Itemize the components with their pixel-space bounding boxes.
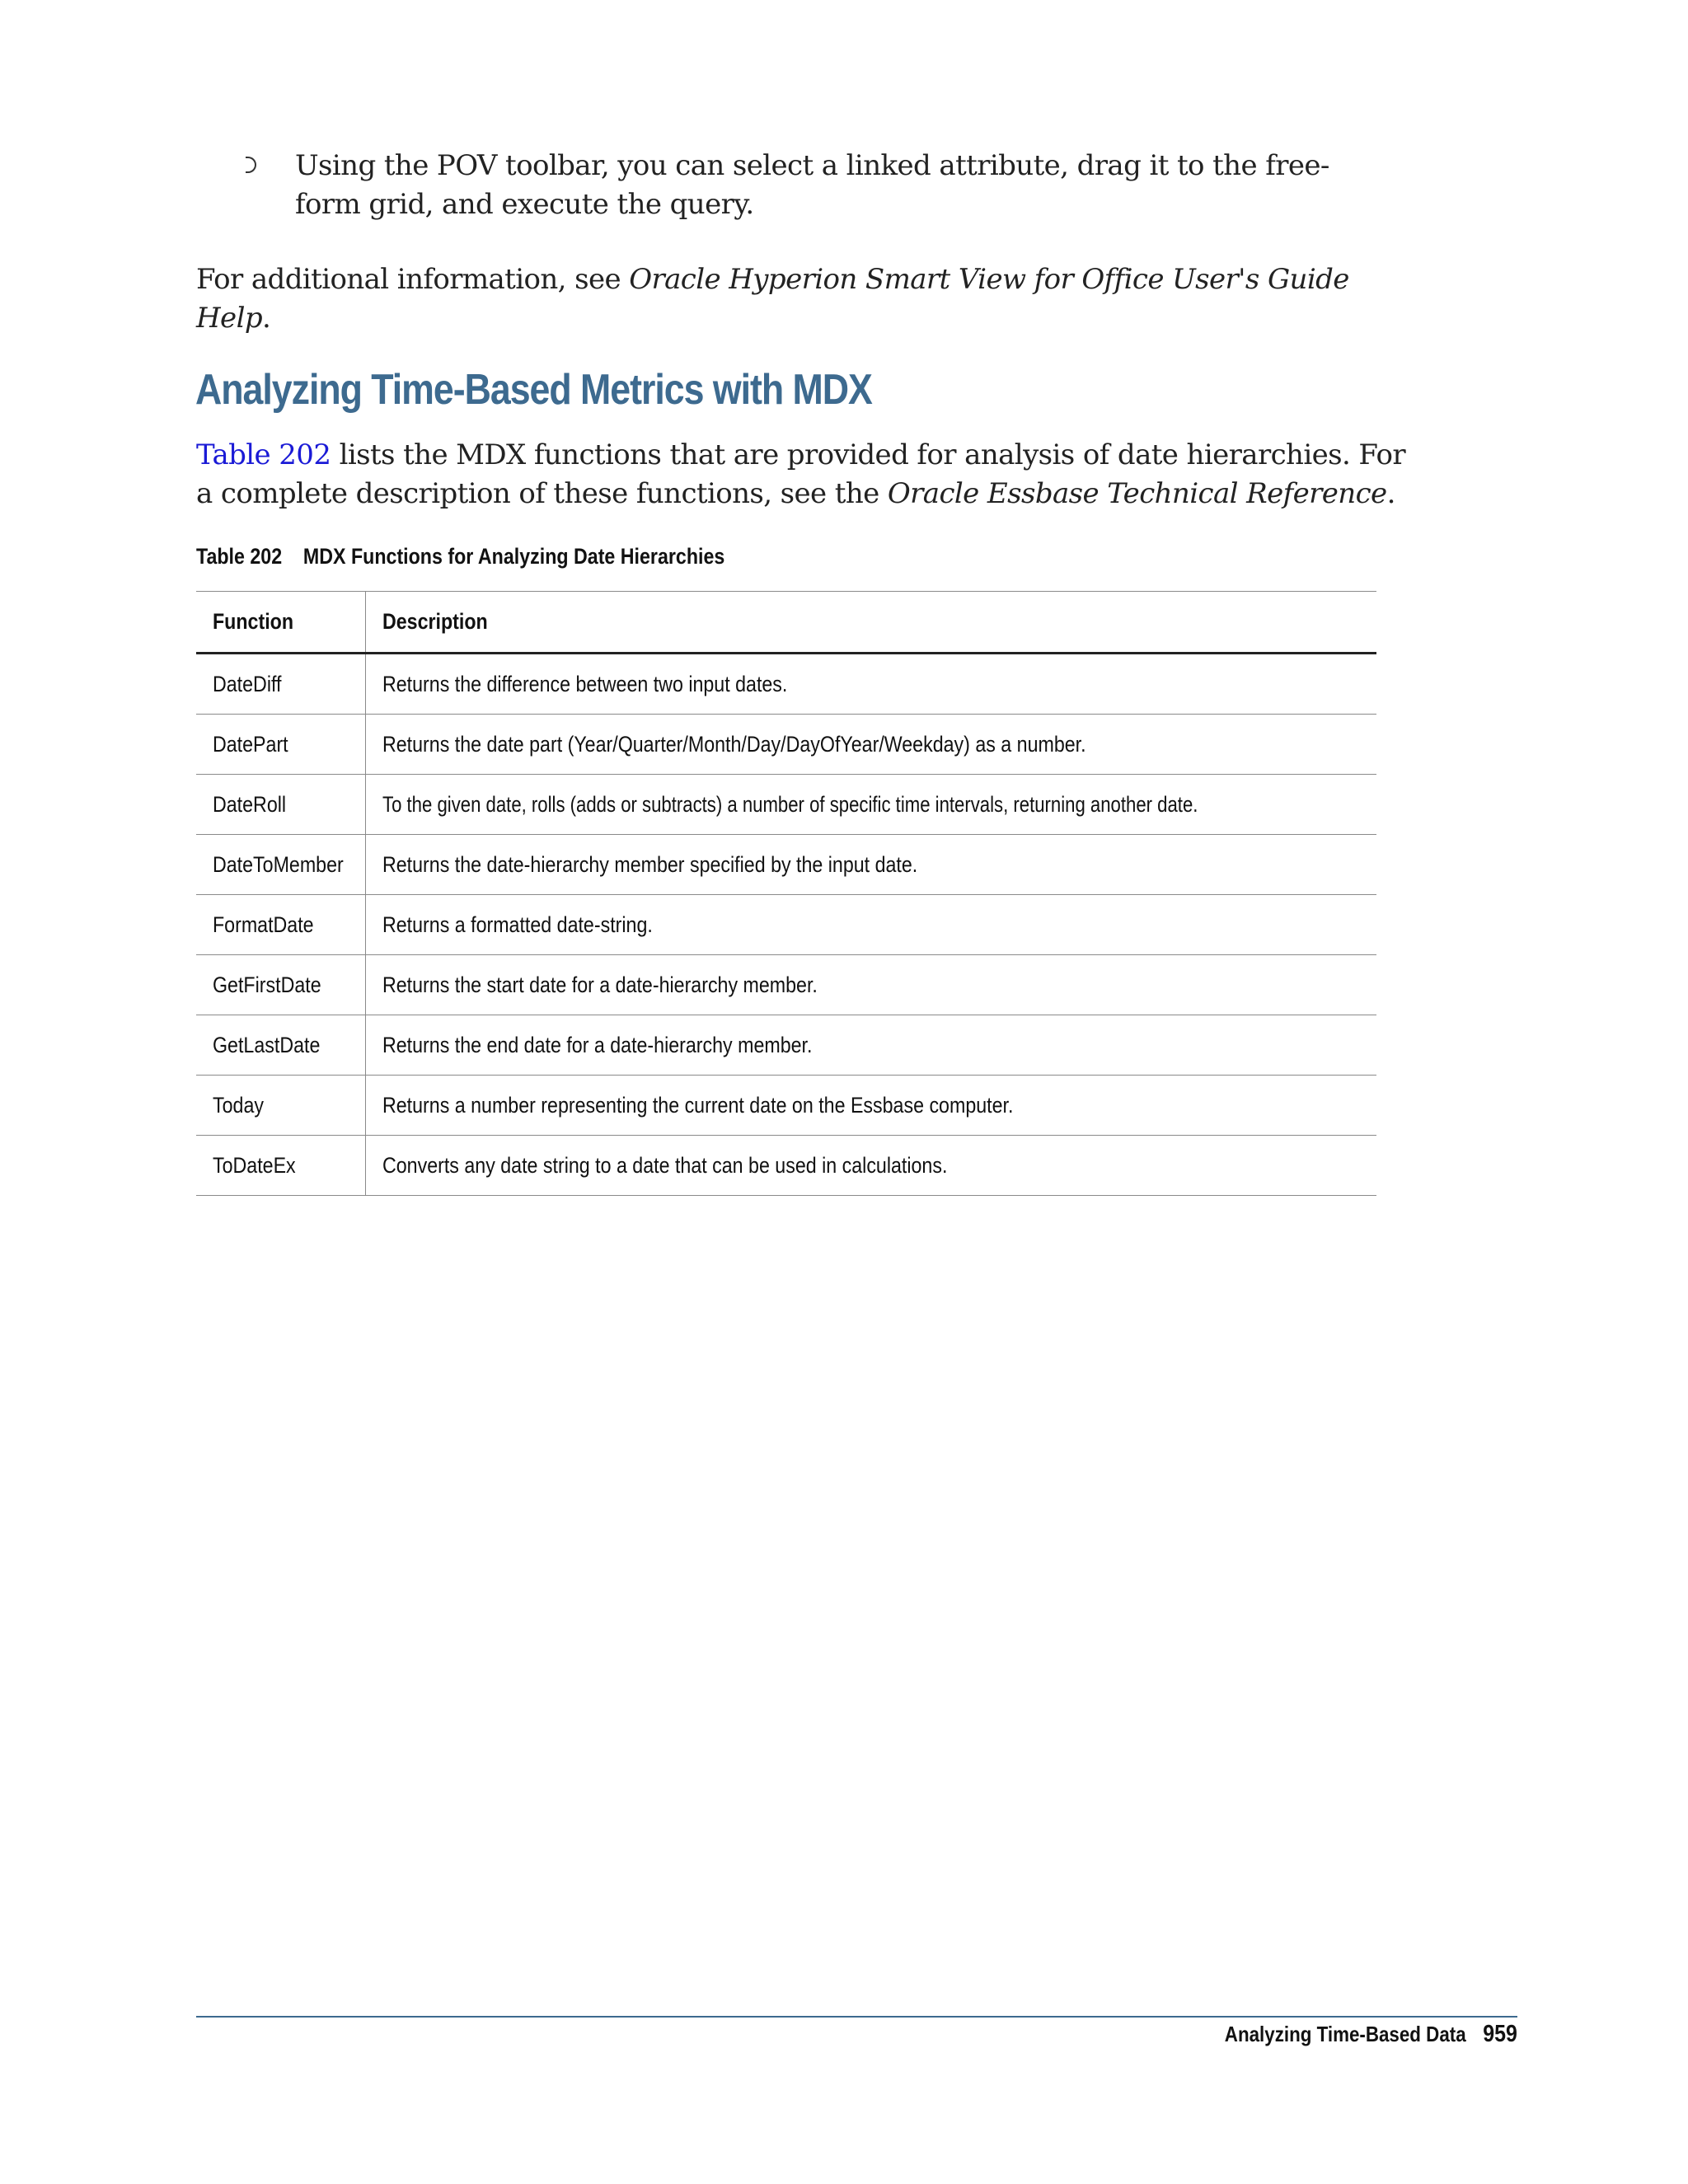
intro-paragraph (196, 436, 1416, 513)
section-heading: Analyzing Time-Based Metrics with MDX (195, 366, 872, 414)
function-cell: Today (196, 1076, 365, 1136)
function-cell: DateToMember (196, 835, 365, 895)
table-row (196, 1015, 1376, 1076)
intro-text-1: lists the MDX functions that are provided for analysis of date hierarchies. For a complete description of these functions, see the (196, 438, 1406, 510)
hollow-bullet-icon (246, 157, 256, 173)
description-cell: Returns the difference between two input dates. (365, 654, 1376, 715)
table-header-row (196, 592, 1376, 654)
table-row (196, 654, 1376, 715)
description-cell: Returns the end date for a date-hierarchy member. (365, 1015, 1376, 1076)
mdx-functions-table (196, 591, 1362, 1196)
function-cell: DateRoll (196, 775, 365, 835)
table-202-link[interactable]: Table 202 (196, 438, 331, 471)
table-row (196, 775, 1376, 835)
table-caption (196, 544, 724, 569)
function-cell: GetLastDate (196, 1015, 365, 1076)
table-caption-title: MDX Functions for Analyzing Date Hierarchies (302, 544, 725, 569)
additional-info-prefix: For additional information, see (196, 263, 630, 296)
description-cell: Returns the date-hierarchy member specified by the input date. (365, 835, 1376, 895)
additional-info-suffix: . (262, 302, 271, 335)
smart-view-guide-title: Oracle Hyperion Smart View for Office User's Guide Help (196, 263, 1349, 335)
page-number: 959 (1483, 2021, 1517, 2047)
table-caption-label: Table 202 (196, 544, 283, 569)
function-cell: FormatDate (196, 895, 365, 955)
function-cell: DateDiff (196, 654, 365, 715)
table-row (196, 955, 1376, 1015)
description-cell: Converts any date string to a date that can be used in calculations. (365, 1136, 1376, 1196)
additional-info-paragraph (196, 260, 1416, 338)
function-cell: ToDateEx (196, 1136, 365, 1196)
table-row (196, 715, 1376, 775)
footer-rule (196, 2016, 1517, 2018)
intro-text-2: . (1386, 477, 1395, 510)
column-header-function: Function (196, 592, 365, 654)
page-footer (1225, 2021, 1517, 2048)
table-row (196, 1136, 1376, 1196)
function-cell: GetFirstDate (196, 955, 365, 1015)
description-cell: Returns a formatted date-string. (365, 895, 1376, 955)
table-row (196, 1076, 1376, 1136)
description-cell: Returns the start date for a date-hierarchy member. (365, 955, 1376, 1015)
description-cell: Returns a number representing the current date on the Essbase computer. (365, 1076, 1376, 1136)
table-row (196, 895, 1376, 955)
function-cell: DatePart (196, 715, 365, 775)
description-cell: To the given date, rolls (adds or subtracts) a number of specific time intervals, returning another date. (365, 775, 1376, 835)
description-cell: Returns the date part (Year/Quarter/Month/Day/DayOfYear/Weekday) as a number. (365, 715, 1376, 775)
bullet-text: Using the POV toolbar, you can select a linked attribute, drag it to the free-form grid, and execute the query. (295, 149, 1329, 221)
essbase-reference-title: Oracle Essbase Technical Reference (887, 477, 1387, 510)
footer-section-title: Analyzing Time-Based Data (1224, 2022, 1466, 2046)
table-row (196, 835, 1376, 895)
column-header-description: Description (365, 592, 1376, 654)
